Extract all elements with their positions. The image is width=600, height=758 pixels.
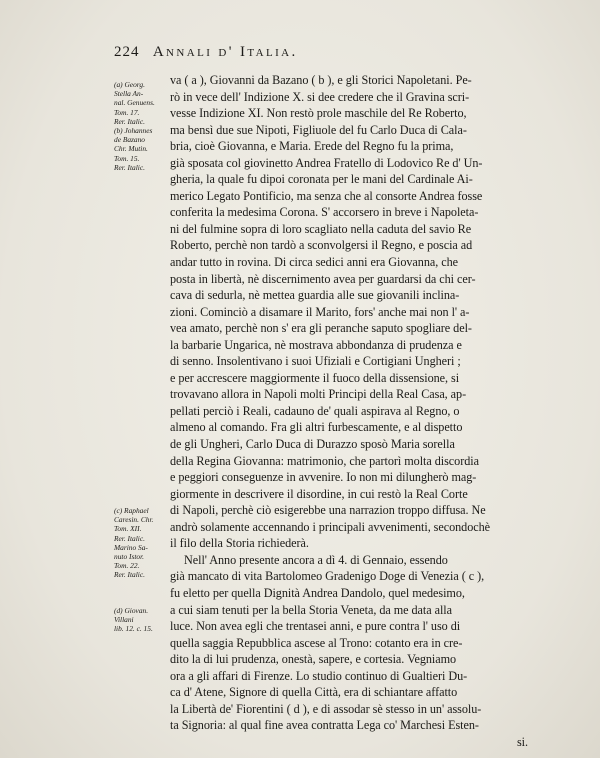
side-note-line: Rer. Italic. <box>114 570 145 580</box>
text-line: ca d' Atene, Signore di quella Città, era di schiantare affatto <box>170 685 458 700</box>
text-line: dito la di lui prudenza, onestà, sapere, e cortesia. Vegniamo <box>170 652 457 667</box>
side-note-a-b <box>114 80 176 172</box>
text-line: della Regina Giovanna: matrimonio, che partorì molta discordia <box>170 453 479 468</box>
text-line: quella saggia Repubblica ascese al Trono: cotanto era in cre- <box>170 635 463 650</box>
side-note-line: Tom. XII. <box>114 524 142 534</box>
text-line: giormente in descrivere il disordine, in cui restò la Real Corte <box>170 486 468 501</box>
text-line: de gli Ungheri, Carlo Duca di Durazzo sposò Maria sorella <box>170 437 455 452</box>
side-note-line: Rer. Italic. <box>114 116 145 126</box>
text-line: ma bensì due sue Nipoti, Figliuole del fu Carlo Duca di Cala- <box>170 122 467 137</box>
text-line: il filo della Storia richiederà. <box>170 536 309 551</box>
side-note-d <box>114 606 176 634</box>
side-note-line: Marino Sa- <box>114 542 148 552</box>
main-text <box>170 72 530 750</box>
text-line: Roberto, perchè non tardò a sconvolgersi il Regno, e poscia ad <box>170 238 473 253</box>
side-note-line: (b) Johannes <box>114 126 153 136</box>
side-note-line: Stella An- <box>114 89 144 99</box>
text-line: la Libertà de' Fiorentini ( d ), e di assodar sè stesso in un' assolu- <box>170 701 482 716</box>
text-line: cava di sedurla, nè mettea guardia alle sue giovanili inclina- <box>170 288 460 303</box>
text-line: rò in vece dell' Indizione X. si dee credere che il Gravina scri- <box>170 89 470 104</box>
text-line: bria, cioè Giovanna, e Maria. Erede del Regno fu la prima, <box>170 139 454 154</box>
text-line: di senno. Insolentivano i suoi Ufiziali e Cortigiani Ungheri ; <box>170 354 461 369</box>
text-line: andrò solamente accennando i principali avvenimenti, secondochè <box>170 519 491 534</box>
text-line: trovavano allora in Napoli molti Principi della Real Casa, ap- <box>170 387 467 402</box>
text-line: conferita la medesima Corona. S' accorsero in breve i Napoleta- <box>170 205 479 220</box>
side-note-line: Villani <box>114 615 134 625</box>
running-title: Annali d' Italia. <box>152 44 298 60</box>
side-note-line: Tom. 22. <box>114 561 140 571</box>
text-line: ora a gli affari di Firenze. Lo studio continuo di Gualtieri Du- <box>170 668 468 683</box>
side-note-line: Rer. Italic. <box>114 162 145 172</box>
text-line: luce. Non avea egli che trentasei anni, e pure contra l' uso di <box>170 619 461 634</box>
text-line: merico Legato Pontificio, ma senza che al consorte Andrea fosse <box>170 188 483 203</box>
page-number: 224 <box>114 44 140 60</box>
text-line: ni del fulmine sopra di loro scagliato nella caduta del savio Re <box>170 221 472 236</box>
text-line: a cui siam tenuti per la bella Storia Veneta, da me data alla <box>170 602 453 617</box>
text-line: zioni. Cominciò a disamare il Marito, fors' anche mai non l' a- <box>170 304 470 319</box>
catchword: si. <box>516 734 528 749</box>
text-line: fu eletto per quella Dignità Andrea Dandolo, quel medesimo, <box>170 585 465 600</box>
text-line: già sposata col giovinetto Andrea Fratello di Lodovico Re d' Un- <box>170 155 483 170</box>
text-line: andar tutto in rovina. Di circa sedici anni era Giovanna, che <box>170 255 458 270</box>
side-note-line: Tom. 15. <box>114 153 140 163</box>
text-line: posta in libertà, nè discernimento avea per guardarsi da chi cer- <box>170 271 476 286</box>
running-header <box>114 44 494 61</box>
side-note-c <box>114 506 176 580</box>
side-note-line: (c) Raphael <box>114 506 149 515</box>
side-note-line: Tom. 17. <box>114 107 140 117</box>
text-line: almeno al comando. Fra gli altri furbescamente, e al dispetto <box>170 420 463 435</box>
text-line: già mancato di vita Bartolomeo Gradenigo Doge di Venezia ( c ), <box>170 569 485 584</box>
text-line: va ( a ), Giovanni da Bazano ( b ), e gli Storici Napoletani. Pe- <box>170 73 472 87</box>
text-line: ta Signoria: al qual fine avea contratta Lega co' Marchesi Esten- <box>170 718 479 733</box>
text-line: di Napoli, perchè ciò esigerebbe una narrazion troppo diffusa. Ne <box>170 503 486 518</box>
side-note-line: Chr. Mutin. <box>114 144 148 154</box>
side-note-line: Rer. Italic. <box>114 533 145 543</box>
side-note-line: nuto Istor. <box>114 552 144 562</box>
text-line: e per accrescere maggiormente il fuoco della dissensione, si <box>170 370 460 385</box>
text-line: e peggiori conseguenze in avvenire. Io non mi dilungherò mag- <box>170 470 477 485</box>
text-line: Nell' Anno presente ancora a dì 4. di Gennaio, essendo <box>184 552 448 567</box>
text-line: gheria, la quale fu dipoi coronata per le mani del Cardinale Ai- <box>170 172 473 187</box>
side-note-line: lib. 12. c. 15. <box>114 624 153 634</box>
side-note-line: Caresin. Chr. <box>114 515 154 525</box>
side-note-line: (d) Giovan. <box>114 606 149 615</box>
text-line: vesse Indizione XI. Non restò prole maschile del Re Roberto, <box>170 106 467 121</box>
side-note-line: nal. Genuens. <box>114 98 155 108</box>
side-note-line: de Bazano <box>114 135 145 145</box>
text-line: vea amato, perchè non s' era gli peranche saputo spogliare del- <box>170 321 472 336</box>
text-line: la barbarie Ungarica, nè mostrava abbondanza di prudenza e <box>170 337 462 352</box>
side-note-line: (a) Georg. <box>114 80 145 89</box>
text-line: pellati perciò i Reali, cadauno de' quali aspirava al Regno, o <box>170 403 460 418</box>
